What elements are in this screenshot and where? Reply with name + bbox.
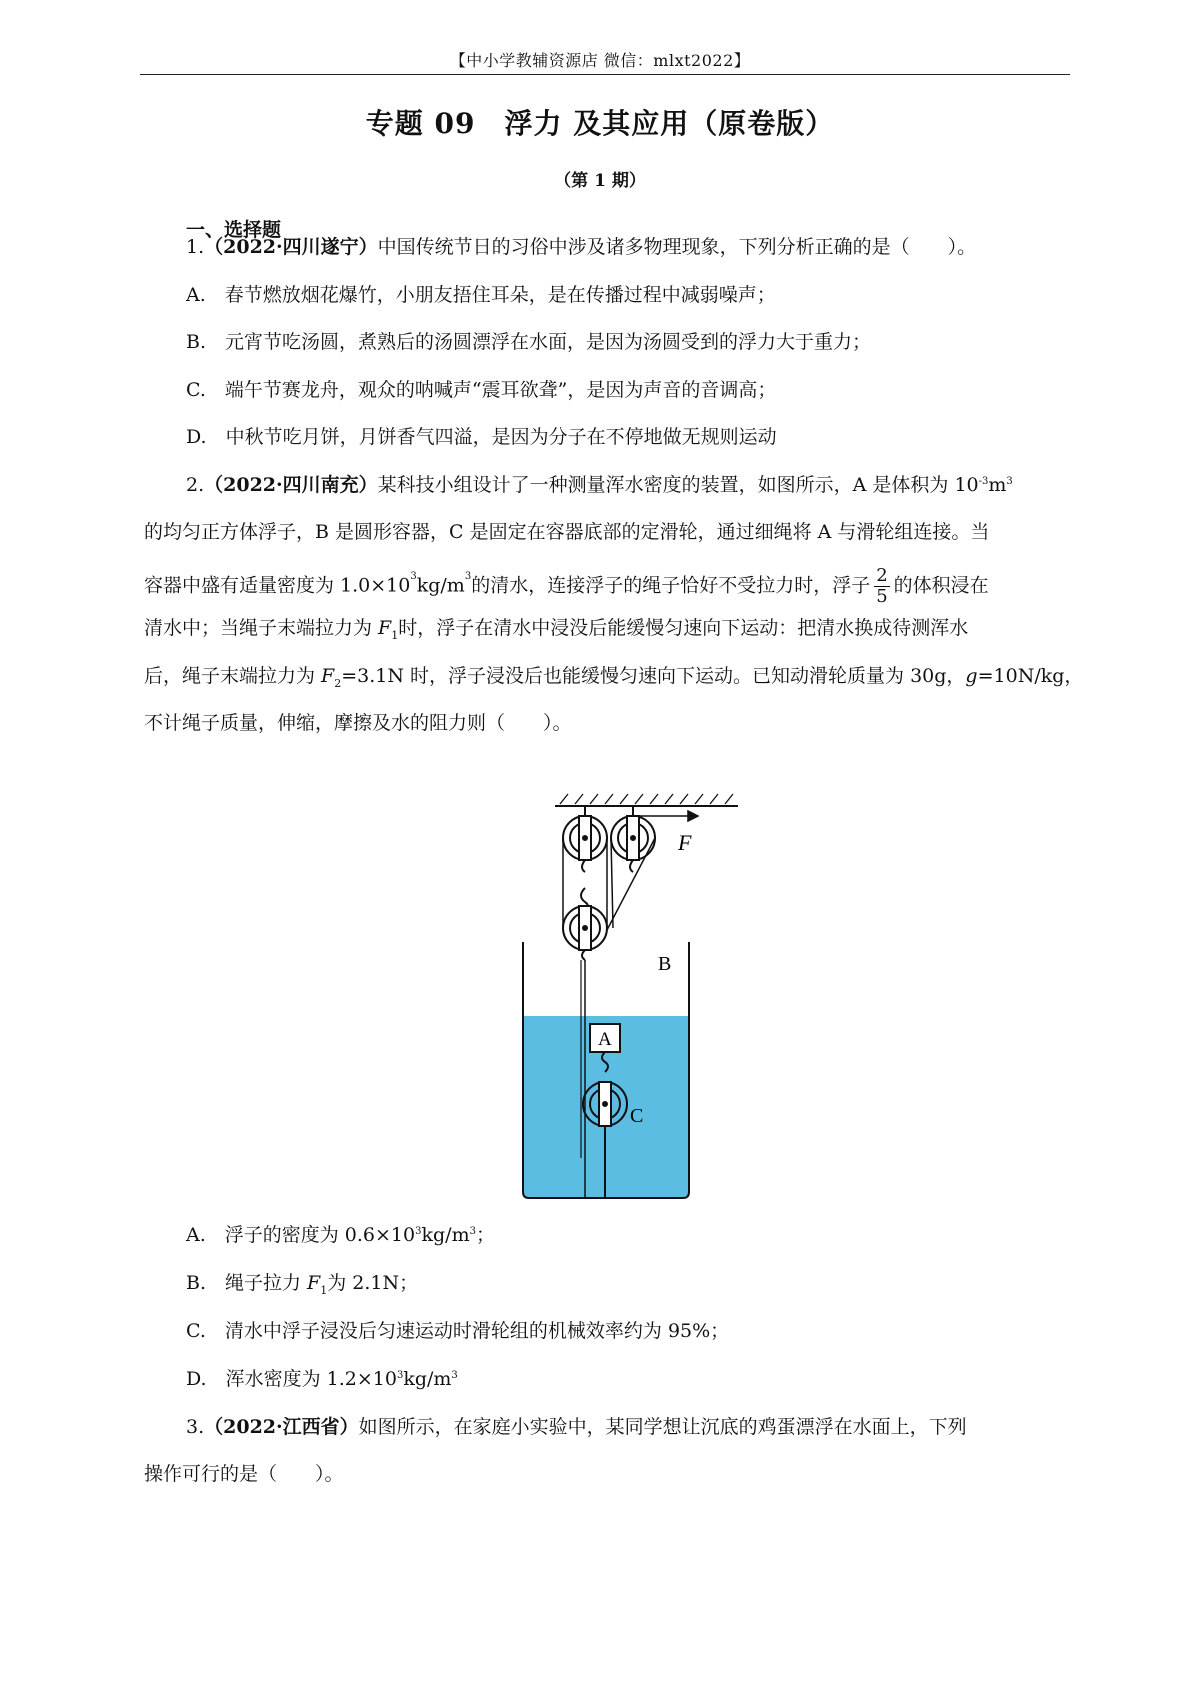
q2-text-3c: 的清水，连接浮子的绳子恰好不受拉力时，浮子 [471, 574, 871, 597]
header-divider [140, 74, 1070, 75]
label-F: F [678, 830, 692, 855]
q2-d-mid: kg/m [403, 1368, 452, 1390]
q1-number: 1. [186, 236, 205, 258]
q2-b-force: F [307, 1272, 321, 1294]
fixed-pulley-left [563, 806, 607, 872]
q1-stem-text: 中国传统节日的习俗中涉及诸多物理现象，下列分析正确的是（ ）。 [377, 236, 977, 258]
q2-d-exp2: 3 [451, 1370, 458, 1381]
q1-option-a: A. 春节燃放烟花爆竹，小朋友捂住耳朵，是在传播过程中减弱噪声； [186, 284, 776, 306]
section-heading: 一、选择题 [186, 219, 282, 241]
q2-density-unit-exponent: 3 [464, 571, 472, 582]
q2-a-exp: 3 [415, 1226, 422, 1237]
page-title: 专题 09 浮力 及其应用（原卷版） [365, 107, 835, 140]
q2-option-b [186, 1269, 418, 1305]
q3-source: （2022·江西省） [204, 1416, 359, 1438]
q2-text-3b: kg/m [416, 574, 465, 597]
q2-force-subscript: 1 [391, 628, 399, 642]
q2-text-1: 某科技小组设计了一种测量浑水密度的装置，如图所示，A 是体积为 10 [377, 474, 979, 496]
movable-pulley [563, 888, 607, 960]
q1-stem [186, 233, 976, 261]
q2-b-sub: 1 [320, 1283, 328, 1297]
q2-line-1 [186, 471, 1013, 499]
q2-line-4 [144, 614, 968, 650]
q2-text-5c: =10N/kg， [977, 665, 1084, 687]
q2-a-pre: A. 浮子的密度为 0.6×10 [186, 1224, 416, 1246]
q2-unit-exponent: 3 [1006, 476, 1013, 487]
q2-a-post: ； [475, 1224, 495, 1246]
q2-force2-symbol: F [321, 665, 335, 687]
q2-density-exponent: 3 [410, 571, 417, 582]
pull-rope [633, 811, 698, 821]
page-subtitle: （第 1 期） [554, 171, 646, 191]
fraction-denominator: 5 [876, 586, 888, 607]
q2-number: 2. [186, 474, 205, 496]
q2-text-5b: =3.1N 时，浮子浸没后也能缓慢匀速向下运动。已知动滑轮质量为 30g， [341, 665, 966, 687]
q2-a-mid: kg/m [421, 1224, 470, 1246]
q2-text-3d: 的体积浸在 [893, 574, 989, 597]
q3-number: 3. [186, 1416, 205, 1438]
q2-force2-subscript: 2 [334, 676, 342, 690]
q2-line-6: 不计绳子质量，伸缩，摩擦及水的阻力则（ ）。 [144, 712, 572, 734]
fraction-numerator: 2 [876, 565, 888, 586]
q3-line-1 [186, 1413, 967, 1441]
q2-d-exp: 3 [396, 1370, 404, 1381]
q2-b-pre: B. 绳子拉力 [186, 1272, 308, 1294]
q2-g-symbol: g [965, 665, 978, 687]
label-A: A [598, 1029, 612, 1050]
q2-option-c: C. 清水中浮子浸没后匀速运动时滑轮组的机械效率约为 95%； [186, 1320, 730, 1342]
q1-option-d: D. 中秋节吃月饼，月饼香气四溢，是因为分子在不停地做无规则运动 [186, 426, 777, 448]
q2-line-2: 的均匀正方体浮子，B 是圆形容器，C 是固定在容器底部的定滑轮，通过细绳将 A 与滑轮组连接。当 [144, 521, 990, 543]
q1-source: （2022·四川遂宁） [204, 236, 378, 258]
q2-b-post: 为 2.1N； [327, 1272, 419, 1294]
q2-text-5a: 后，绳子末端拉力为 [144, 665, 322, 687]
q2-text-4b: 时，浮子在清水中浸没后能缓慢匀速向下运动：把清水换成待测浑水 [398, 617, 969, 639]
q1-option-b: B. 元宵节吃汤圆，煮熟后的汤圆漂浮在水面，是因为汤圆受到的浮力大于重力； [186, 331, 872, 353]
q2-option-d [186, 1365, 458, 1393]
q2-force-symbol: F [378, 617, 392, 639]
pulley-diagram [520, 788, 780, 1200]
q2-fraction [874, 566, 889, 607]
q2-option-a [186, 1221, 495, 1249]
label-C: C [630, 1105, 644, 1127]
q2-text-4a: 清水中；当绳子末端拉力为 [144, 617, 379, 639]
q3-line-2: 操作可行的是（ ）。 [144, 1463, 344, 1485]
label-B: B [658, 953, 672, 975]
ceiling-hatch [560, 794, 733, 804]
q2-line-3 [144, 566, 989, 607]
q2-line-5 [144, 662, 1083, 698]
page-header: 【中小学教辅资源店 微信：mlxt2022】 [449, 51, 751, 70]
q2-d-pre: D. 浑水密度为 1.2×10 [186, 1368, 397, 1390]
q2-a-exp2: 3 [469, 1226, 476, 1237]
q2-text-3a: 容器中盛有适量密度为 1.0×10 [144, 574, 411, 597]
q2-unit: m [988, 474, 1007, 496]
q1-option-c: C. 端午节赛龙舟，观众的呐喊声“震耳欲聋”，是因为声音的音调高； [186, 379, 777, 401]
q2-exponent: -3 [978, 476, 989, 487]
q3-text-1: 如图所示，在家庭小实验中，某同学想让沉底的鸡蛋漂浮在水面上，下列 [358, 1416, 967, 1438]
q2-source: （2022·四川南充） [204, 474, 378, 496]
